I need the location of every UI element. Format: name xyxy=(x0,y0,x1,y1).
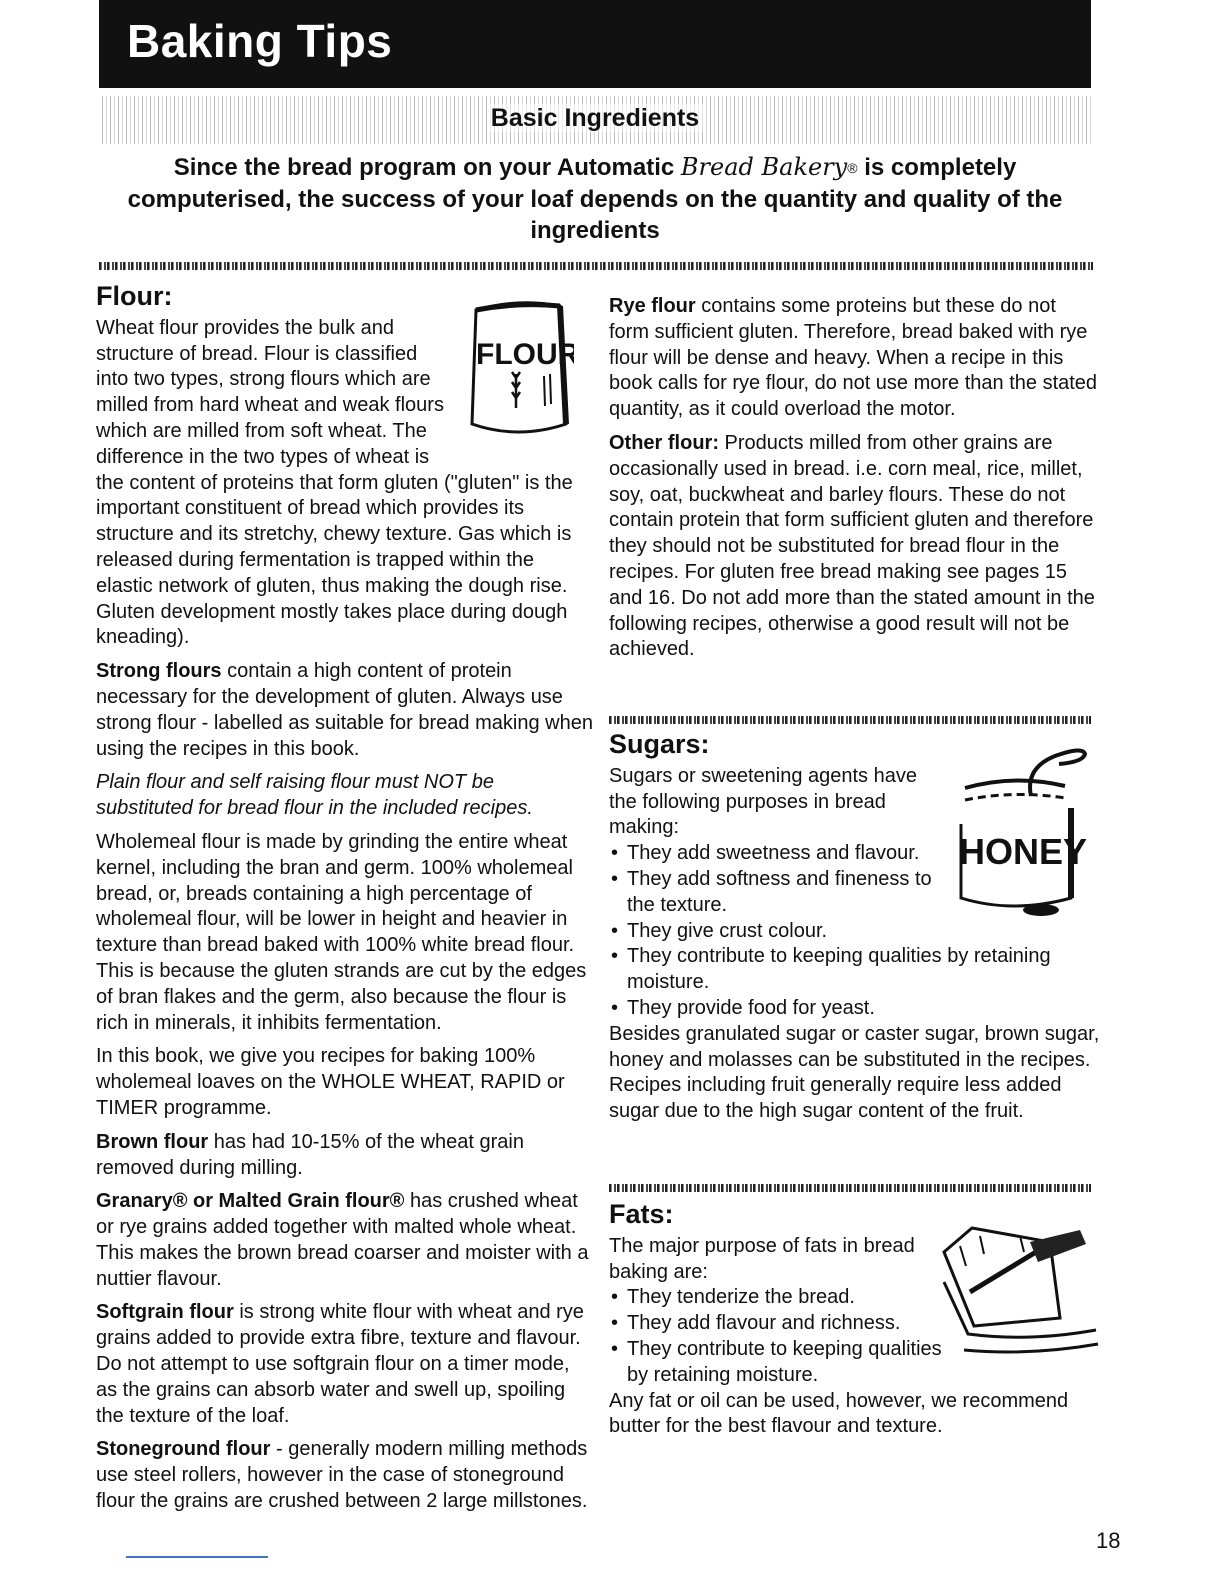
brown-flour-text: has had 10-15% of the wheat grain removed during milling. xyxy=(96,1130,524,1179)
sugars-list-item: • They provide food for yeast. xyxy=(609,996,1105,1022)
other-flour-text: Products milled from other grains are occasionally used in bread. i.e. corn meal, rice, millet, soy, oat, buckwheat and barley flours. These do not contain protein that form sufficient gluten and therefore they should not be substituted for bread flour in the recipes. For gluten free bread making see pages 15 and 16. Do not add more than the stated amount in the following recipes, otherwise a good result will not be achieved. xyxy=(609,431,1095,661)
fats-intro: The major purpose of fats in bread baking are: xyxy=(609,1234,915,1283)
strong-flours-text: contain a high content of protein necessary for the development of gluten. Always use strong flour - labelled as suitable for bread making when using the recipes in this book. xyxy=(96,660,593,760)
fats-list-item: • They add flavour and richness. xyxy=(609,1311,1099,1337)
page-number: 18 xyxy=(1096,1528,1121,1553)
strong-flours-label: Strong flours xyxy=(96,660,222,683)
intro-statement xyxy=(99,152,1091,246)
sugars-list xyxy=(609,841,1105,1022)
footer-line xyxy=(126,1556,268,1558)
fats-list-item: • They contribute to keeping qualities by retaining moisture. xyxy=(609,1337,1099,1389)
fats-heading: Fats: xyxy=(609,1199,674,1229)
honey-jar-label: HONEY xyxy=(959,831,1088,872)
sugars-section xyxy=(609,729,1105,1133)
granary-flour-label: Granary® or Malted Grain flour® xyxy=(96,1190,405,1213)
right-column-flours xyxy=(609,294,1099,671)
sugars-heading: Sugars: xyxy=(609,729,710,759)
plain-flour-note-text: Plain flour and self raising flour must NOT be substituted for bread flour in the included recipes. xyxy=(96,771,533,820)
page-title: Baking Tips xyxy=(127,15,393,67)
sugars-list-item: • They add softness and fineness to the texture. xyxy=(609,867,1105,919)
sugars-intro: Sugars or sweetening agents have the following purposes in bread making: xyxy=(609,764,917,839)
flour-intro-paragraph: Wheat flour provides the bulk and structure of bread. Flour is classified into two types, strong flours which are milled from hard wheat and weak flours which are milled from soft wheat. The difference in the two types of wheat is the content of proteins that form gluten ("gluten" is the important constituent of bread which provides its structure and its stretchy, chewy texture. Gas which is released during fermentation is trapped within the elastic network of gluten, thus making the dough rise. Gluten development mostly takes place during dough kneading). xyxy=(96,316,573,649)
granary-flour-paragraph xyxy=(96,1189,594,1292)
left-column xyxy=(96,281,594,1523)
divider-top xyxy=(99,262,1093,270)
section-banner-label: Basic Ingredients xyxy=(487,104,703,132)
brown-flour-label: Brown flour xyxy=(96,1130,209,1153)
softgrain-flour-text: is strong white flour with wheat and rye grains added to provide extra fibre, texture and flavour. Do not attempt to use softgrain flour on a timer mode, as the grains can absorb water and swell up, spoiling the texture of the loaf. xyxy=(96,1301,584,1427)
wholemeal-paragraph: Wholemeal flour is made by grinding the entire wheat kernel, including the bran and germ. 100% wholemeal bread, or, breads containing a high percentage of wholemeal flour, will be lower in height and heavier in texture than bread baked with 100% white bread flour. This is because the gluten strands are cut by the edges of bran flakes and the germ, also because the flour is rich in minerals, it inhibits fermentation. xyxy=(96,830,587,1034)
sugars-list-item: • They contribute to keeping qualities by retaining moisture. xyxy=(609,944,1105,996)
other-flour-label: Other flour: xyxy=(609,431,719,454)
section-banner xyxy=(99,96,1091,144)
header-bar xyxy=(99,0,1091,88)
registered-mark: ® xyxy=(847,160,858,176)
brown-flour-paragraph xyxy=(96,1130,594,1182)
sugars-outro: Besides granulated sugar or caster sugar, brown sugar, honey and molasses can be substituted in the recipes. Recipes including fruit generally require less added sugar due to the high sugar content of the fruit. xyxy=(609,1022,1100,1123)
other-flour-paragraph xyxy=(609,431,1099,663)
flour-heading: Flour: xyxy=(96,281,173,311)
divider-sugars xyxy=(609,716,1091,724)
book-recipes-paragraph: In this book, we give you recipes for baking 100% wholemeal loaves on the WHOLE WHEAT, RAPID or TIMER programme. xyxy=(96,1045,565,1119)
intro-part1: Since the bread program on your Automatic xyxy=(173,154,681,181)
granary-flour-text: has crushed wheat or rye grains added together with malted whole wheat. This makes the brown bread coarser and moister with a nuttier flavour. xyxy=(96,1190,589,1290)
brand-name: Bread Bakery xyxy=(680,153,848,181)
softgrain-flour-label: Softgrain flour xyxy=(96,1301,234,1324)
softgrain-flour-paragraph xyxy=(96,1300,594,1429)
rye-flour-text: contains some proteins but these do not form sufficient gluten. Therefore, bread baked with rye flour will be dense and heavy. When a recipe in this book calls for rye flour, do not use more than the stated quantity, as it could overload the motor. xyxy=(609,295,1098,421)
stoneground-flour-text: - generally modern milling methods use steel rollers, however in the case of stoneground flour the grains are crushed between 2 large millstones. xyxy=(96,1438,588,1513)
section-banner-title xyxy=(99,104,1091,133)
sugars-list-item: • They add sweetness and flavour. xyxy=(609,841,1105,867)
fats-list xyxy=(609,1285,1099,1388)
stoneground-flour-label: Stoneground flour xyxy=(96,1438,271,1461)
flour-bag-label: FLOUR xyxy=(476,338,574,371)
strong-flours-paragraph xyxy=(96,659,594,762)
plain-flour-note xyxy=(96,770,594,822)
fats-section xyxy=(609,1199,1099,1448)
rye-flour-paragraph xyxy=(609,294,1099,423)
stoneground-flour-paragraph xyxy=(96,1437,594,1514)
fats-outro: Any fat or oil can be used, however, we recommend butter for the best flavour and texture. xyxy=(609,1389,1069,1438)
fats-list-item: • They tenderize the bread. xyxy=(609,1285,1099,1311)
flour-float-spacer xyxy=(454,316,594,464)
intro-part2: is completely computerised, the success of your loaf depends on the quantity and quality of the ingredients xyxy=(127,154,1063,244)
rye-flour-label: Rye flour xyxy=(609,295,696,317)
sugars-list-item: • They give crust colour. xyxy=(609,919,1105,945)
divider-fats xyxy=(609,1184,1091,1192)
